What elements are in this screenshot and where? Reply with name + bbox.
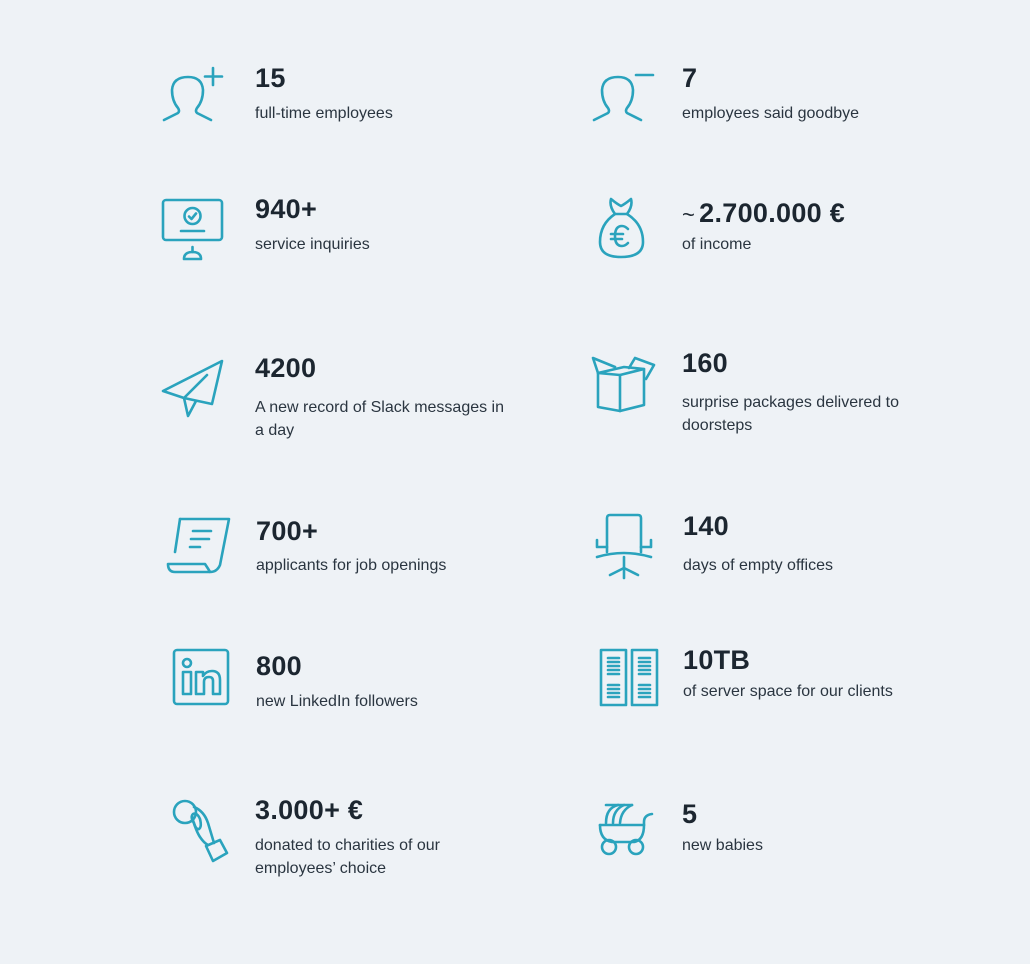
stat-label: A new record of Slack messages in a day <box>255 399 505 439</box>
stat-label: employees said goodbye <box>682 105 860 122</box>
stat-value-text: 2.700.000 € <box>699 198 846 228</box>
office-chair-icon <box>594 512 654 580</box>
paper-plane-icon <box>160 358 226 420</box>
stat-label: new LinkedIn followers <box>256 693 418 710</box>
server-rack-icon <box>598 647 660 709</box>
stat-value: 7 <box>682 63 698 93</box>
baby-stroller-icon <box>596 800 658 858</box>
monitor-check-icon <box>160 197 226 263</box>
stat-label: new babies <box>682 837 763 854</box>
stat-value: 800 <box>256 651 302 681</box>
stat-value: 3.000+ € <box>255 795 364 825</box>
stat-value: 15 <box>255 63 286 93</box>
stat-value <box>682 198 845 229</box>
stat-value: 700+ <box>256 516 319 546</box>
stat-label: of server space for our clients <box>683 683 893 700</box>
stat-value: 4200 <box>255 353 317 383</box>
stat-label: donated to charities of our employees’ choice <box>255 837 441 877</box>
stat-value: 160 <box>682 348 728 378</box>
stat-value: 10TB <box>683 645 751 675</box>
approx-prefix: ~ <box>682 202 696 227</box>
user-plus-icon <box>160 66 226 124</box>
stat-value: 940+ <box>255 194 318 224</box>
open-box-icon <box>590 355 656 415</box>
stat-value: 5 <box>682 799 698 829</box>
stat-label: surprise packages delivered to doorsteps <box>682 394 900 434</box>
stat-label: days of empty offices <box>683 557 833 574</box>
money-bag-euro-icon <box>595 196 651 262</box>
hand-coin-icon <box>170 797 232 865</box>
user-minus-icon <box>590 66 656 124</box>
stat-label: full-time employees <box>255 105 393 122</box>
stat-label: service inquiries <box>255 236 370 253</box>
linkedin-icon <box>171 647 231 707</box>
stat-value: 140 <box>683 511 729 541</box>
document-scroll-icon <box>165 516 233 576</box>
stat-label: of income <box>682 236 752 253</box>
stat-label: applicants for job openings <box>256 557 447 574</box>
